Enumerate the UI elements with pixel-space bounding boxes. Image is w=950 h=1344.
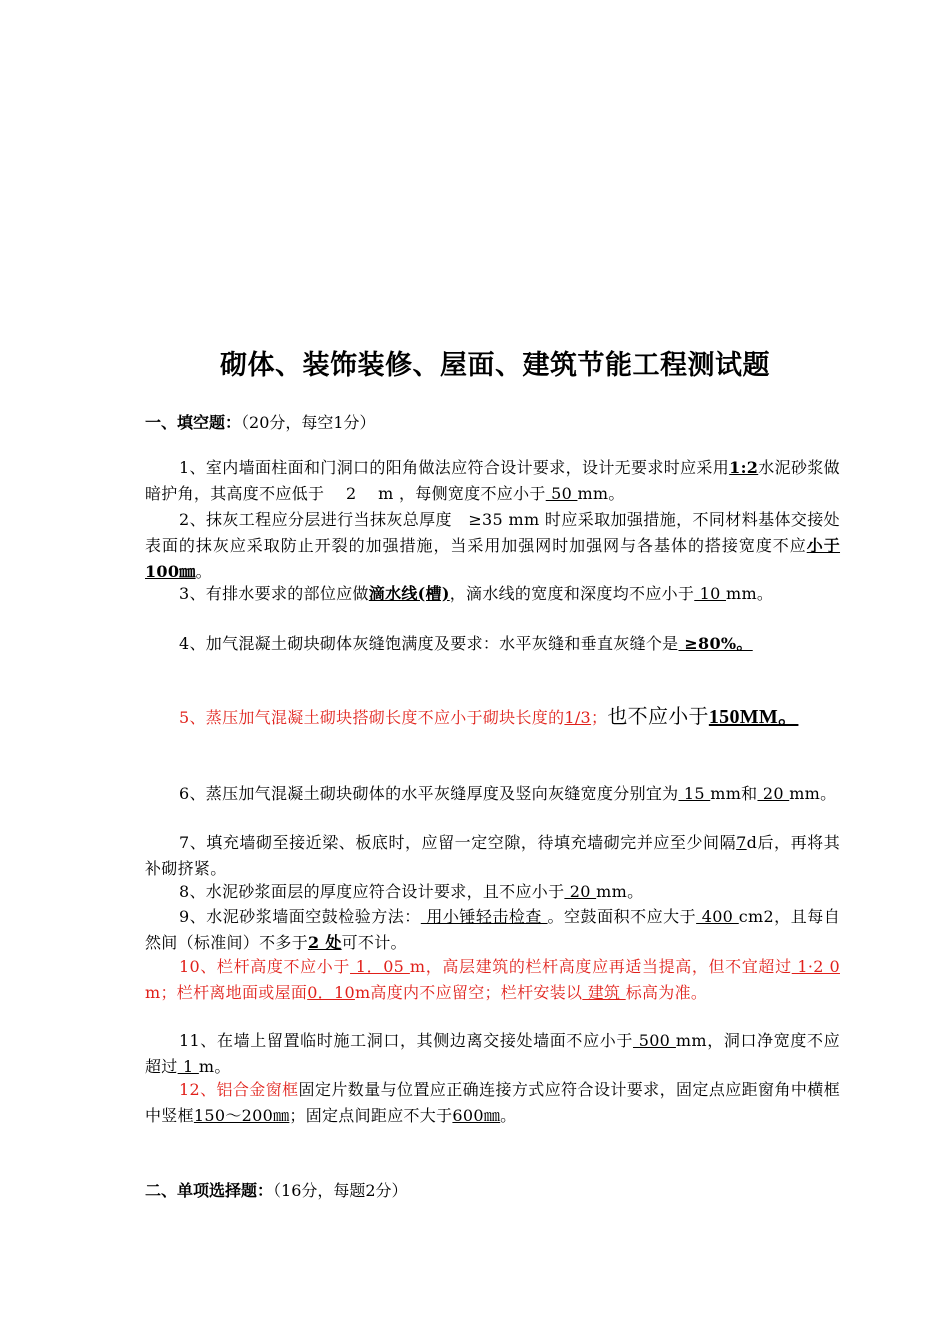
answer-blank: 用小锤轻击检查 <box>420 907 548 926</box>
answer-blank: 50 <box>545 484 578 503</box>
question-3: 3、有排水要求的部位应做滴水线(槽)，滴水线的宽度和深度均不应小于 10 mm。 <box>179 584 774 603</box>
question-2: 2、抹灰工程应分层进行当抹灰总厚度 ≥35 mm 时应采取加强措施，不同材料基体交接处表面的抹灰应采取防止开裂的加强措施，当采用加强网时加强网与各基体的搭接宽度不应小于100㎜。 <box>145 510 841 581</box>
question-4: 4、加气混凝土砌块砌体灰缝饱满度及要求：水平灰缝和垂直灰缝个是 ≥80%。 <box>179 634 753 653</box>
answer-blank: 1 <box>177 1057 199 1076</box>
answer-blank: 1．05 <box>350 957 410 976</box>
section-label: 一、填空题： <box>145 413 242 432</box>
answer-blank: ≥80%。 <box>678 634 753 653</box>
answer-blank: 400 <box>696 907 739 926</box>
section-single-choice-heading <box>145 1178 408 1201</box>
question-5: 5、蒸压加气混凝土砌块搭砌长度不应小于砌块长度的1/3；也不应小于150MM。 <box>179 704 799 728</box>
answer-blank: 10 <box>694 584 726 603</box>
answer-blank: 2 处 <box>308 933 342 952</box>
question-9: 9、水泥砂浆墙面空鼓检验方法： 用小锤轻击检查 。空鼓面积不应大于 400 cm2，且每自然间（标准间）不多于2 处可不计。 <box>145 907 841 952</box>
answer-blank: 150～200㎜ <box>193 1106 290 1125</box>
question-10: 10、栏杆高度不应小于 1．05 m，高层建筑的栏杆高度应再适当提高，但不宜超过 1·2 0 m；栏杆离地面或屋面0．10m高度内不应留空；栏杆安装以 建筑 标高为准。 <box>145 957 840 1002</box>
section-note: （16分，每题2分） <box>273 1181 408 1200</box>
answer-blank: 150MM。 <box>708 706 799 728</box>
section-fill-blank-heading <box>145 410 376 433</box>
answer-blank: 1·2 0 <box>791 957 840 976</box>
question-7: 7、填充墙砌至接近梁、板底时，应留一定空隙，待填充墙砌完并应至少间隔7d后，再将其补砌挤紧。 <box>145 833 840 878</box>
answer-blank: 20 <box>564 882 597 901</box>
answer-blank: 600㎜ <box>452 1106 501 1125</box>
answer-blank: 建筑 <box>582 983 626 1002</box>
answer-blank: 滴水线(槽) <box>368 584 450 603</box>
answer-blank: 1:2 <box>729 458 759 477</box>
answer-blank: 1/3 <box>564 708 592 727</box>
section-note: （20分，每空1分） <box>241 413 376 432</box>
section-label: 二、单项选择题： <box>145 1181 274 1200</box>
question-12: 12、铝合金窗框固定片数量与位置应正确连接方式应符合设计要求，固定点应距窗角中横框中竖框150～200㎜；固定点间距应不大于600㎜。 <box>145 1080 840 1125</box>
answer-blank: 20 <box>757 784 790 803</box>
answer-blank: 15 <box>678 784 711 803</box>
question-11: 11、在墙上留置临时施工洞口，其侧边离交接处墙面不应小于 500 mm，洞口净宽度不应超过 1 m。 <box>145 1031 840 1076</box>
answer-blank: 7 <box>736 833 747 852</box>
question-8: 8、水泥砂浆面层的厚度应符合设计要求，且不应小于 20 mm。 <box>179 882 644 901</box>
answer-blank: 500 <box>633 1031 676 1050</box>
page-title: 砌体、装饰装修、屋面、建筑节能工程测试题 <box>220 350 770 381</box>
answer-blank: 0．10 <box>307 983 355 1002</box>
question-1: 1、室内墙面柱面和门洞口的阳角做法应符合设计要求，设计无要求时应采用1:2水泥砂浆做暗护角，其高度不应低于 2 m ，每侧宽度不应小于 50 mm。 <box>145 458 840 503</box>
question-6: 6、蒸压加气混凝土砌块砌体的水平灰缝厚度及竖向灰缝宽度分别宜为 15 mm和 20 mm。 <box>179 784 837 803</box>
answer-blank: 小于100㎜ <box>145 536 841 581</box>
